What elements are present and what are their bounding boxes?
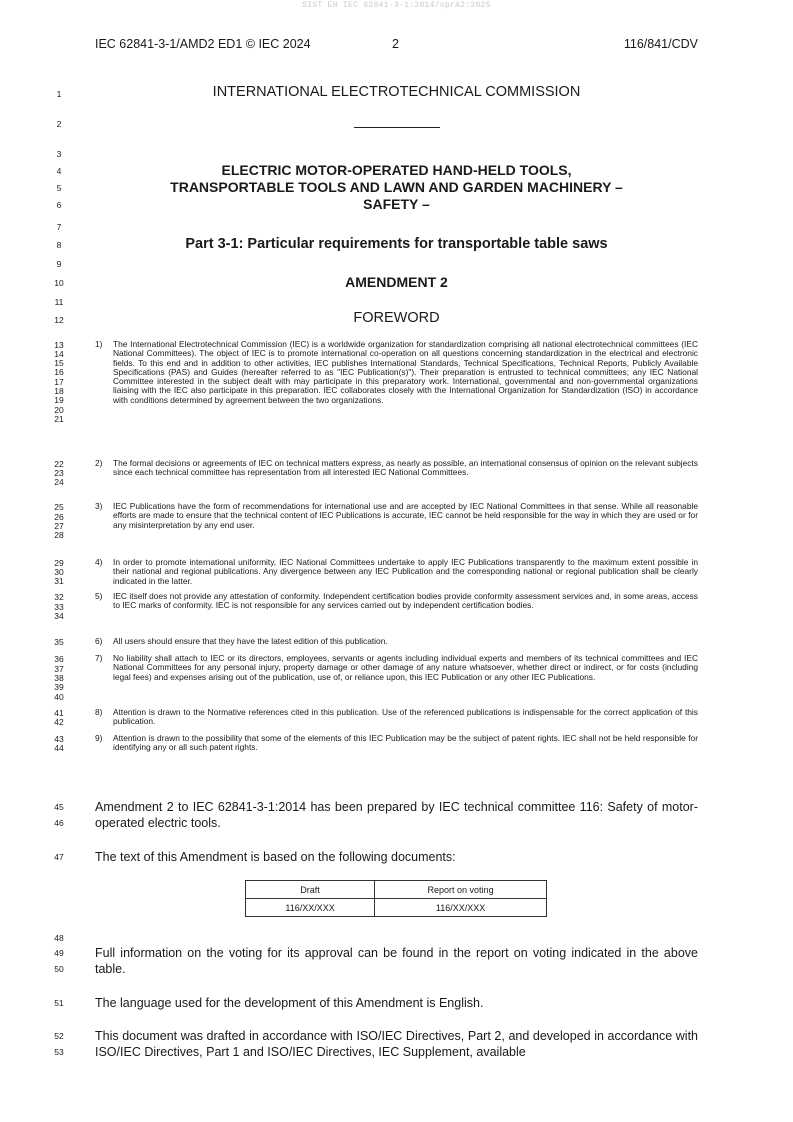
- line-number: 53: [54, 1047, 64, 1057]
- line-number: 9: [56, 259, 62, 269]
- line-number: 6: [56, 200, 62, 210]
- paragraph-drafted: This document was drafted in accordance with ISO/IEC Directives, Part 2, and developed in accordance with ISO/IEC Directives, Part 1 and ISO/IEC Directives, IEC Supplement, available: [95, 1029, 698, 1059]
- foreword-item-text: The International Electrotechnical Commission (IEC) is a worldwide organization for standardization comprising all national electrotechnical committees (IEC National Committees). The object of IEC is to promote international co-operation on all questions concerning standardization in the electrical and electronic fields. To this end and in addition to other activities, IEC publishes International Standards, Technical Specifications, Technical Reports, Publicly Available Specifications (PAS) and Guides (hereafter referred to as "IEC Publication(s)"). Their preparation is entrusted to technical committees; any IEC National Committee interested in the subject dealt with may participate in this preparatory work. International, governmental and non-governmental organizations liaising with the IEC also participate in this preparation. IEC collaborates closely with the International Organization for Standardization (ISO) in accordance with conditions determined by agreement between the two organizations.: [113, 339, 698, 405]
- line-number: 17: [54, 377, 64, 387]
- line-number: 4: [56, 166, 62, 176]
- line-number: 41: [54, 708, 64, 718]
- paragraph-voting-info: Full information on the voting for its approval can be found in the report on voting indicated in the above table.: [95, 946, 698, 976]
- document-title-line-1: ELECTRIC MOTOR-OPERATED HAND-HELD TOOLS,: [221, 162, 572, 178]
- table-header-cell: Report on voting: [375, 881, 547, 899]
- foreword-item-text: The formal decisions or agreements of IEC on technical matters express, as nearly as possible, an international consensus of opinion on the relevant subjects since each technical committee has representation from all interested IEC National Committees.: [113, 458, 698, 478]
- line-number: 15: [54, 358, 64, 368]
- table-header-cell: Draft: [246, 881, 375, 899]
- foreword-item-number: 3): [95, 501, 103, 511]
- table-row: [246, 899, 547, 917]
- document-title-line-3: SAFETY –: [363, 196, 430, 212]
- foreword-item-text: IEC Publications have the form of recommendations for international use and are accepted by IEC National Committees in that sense. While all reasonable efforts are made to ensure that the technical content of IEC Publications is accurate, IEC cannot be held responsible for the way in which they are used or for any misinterpretation by any end user.: [113, 501, 698, 530]
- header-page-number: 2: [392, 37, 399, 51]
- line-number: 42: [54, 717, 64, 727]
- foreword-heading: FOREWORD: [353, 310, 440, 326]
- foreword-item-number: 7): [95, 653, 103, 663]
- line-number: 14: [54, 349, 64, 359]
- foreword-item-number: 9): [95, 733, 103, 743]
- line-number: 29: [54, 558, 64, 568]
- foreword-item-text: IEC itself does not provide any attestation of conformity. Independent certification bodies provide conformity assessment services and, in some areas, access to IEC marks of conformity. IEC is not responsible for any services carried out by independent certification bodies.: [113, 591, 698, 611]
- line-number: 8: [56, 240, 62, 250]
- line-number: 35: [54, 637, 64, 647]
- line-number: 50: [54, 964, 64, 974]
- foreword-item-number: 1): [95, 339, 103, 349]
- part-title: Part 3-1: Particular requirements for transportable table saws: [185, 236, 608, 252]
- foreword-item-text: In order to promote international uniformity, IEC National Committees undertake to apply IEC Publications transparently to the maximum extent possible in their national and regional publications. Any divergence between any IEC Publication and the corresponding national or regional publication shall be clearly indicated in the latter.: [113, 557, 698, 586]
- table-cell: 116/XX/XXX: [375, 899, 547, 917]
- line-number: 52: [54, 1031, 64, 1041]
- line-number: 30: [54, 567, 64, 577]
- line-number: 3: [56, 149, 62, 159]
- line-number: 5: [56, 183, 62, 193]
- foreword-item-number: 2): [95, 458, 103, 468]
- foreword-item-text: Attention is drawn to the possibility that some of the elements of this IEC Publication may be the subject of patent rights. IEC shall not be held responsible for identifying any or all such patent rights.: [113, 733, 698, 753]
- amendment-title: AMENDMENT 2: [345, 274, 448, 290]
- foreword-item-text: No liability shall attach to IEC or its directors, employees, servants or agents including individual experts and members of its technical committees and IEC National Committees for any personal injury, property damage or other damage of any nature whatsoever, whether direct or indirect, or for costs (including legal fees) and expenses arising out of the publication, use of, or reliance upon, this IEC Publication or any other IEC Publications.: [113, 653, 698, 682]
- document-watermark: SIST EN IEC 62841-3-1:2014/oprA2:2025: [302, 1, 491, 10]
- table-header-row: [246, 881, 547, 899]
- paragraph-based-on-documents: The text of this Amendment is based on the following documents:: [95, 850, 456, 864]
- line-number: 28: [54, 530, 64, 540]
- line-number: 7: [56, 222, 62, 232]
- line-number: 38: [54, 673, 64, 683]
- line-number: 10: [54, 278, 64, 288]
- foreword-item-number: 5): [95, 591, 103, 601]
- foreword-item-text: All users should ensure that they have the latest edition of this publication.: [113, 636, 388, 646]
- line-number: 43: [54, 734, 64, 744]
- line-number: 22: [54, 459, 64, 469]
- line-number: 12: [54, 315, 64, 325]
- line-number: 2: [56, 119, 62, 129]
- foreword-item-number: 4): [95, 557, 103, 567]
- header-document-reference: IEC 62841-3-1/AMD2 ED1 © IEC 2024: [95, 37, 311, 51]
- line-number: 21: [54, 414, 64, 424]
- line-number: 34: [54, 611, 64, 621]
- paragraph-language: The language used for the development of this Amendment is English.: [95, 996, 484, 1010]
- line-number: 16: [54, 367, 64, 377]
- foreword-item-number: 6): [95, 636, 103, 646]
- line-number: 20: [54, 405, 64, 415]
- line-number: 33: [54, 602, 64, 612]
- organization-name: INTERNATIONAL ELECTROTECHNICAL COMMISSION: [212, 84, 581, 100]
- documents-table: [245, 880, 547, 917]
- line-number: 25: [54, 502, 64, 512]
- foreword-item-number: 8): [95, 707, 103, 717]
- line-number: 51: [54, 998, 64, 1008]
- paragraph-amendment-prepared: Amendment 2 to IEC 62841-3-1:2014 has been prepared by IEC technical committee 116: Safety of motor-operated electric tools.: [95, 800, 698, 830]
- document-title-line-2: TRANSPORTABLE TOOLS AND LAWN AND GARDEN MACHINERY –: [170, 179, 623, 195]
- line-number: 36: [54, 654, 64, 664]
- line-number: 48: [54, 933, 64, 943]
- title-separator-rule: [354, 127, 440, 128]
- line-number: 27: [54, 521, 64, 531]
- line-number: 19: [54, 395, 64, 405]
- line-number: 23: [54, 468, 64, 478]
- line-number: 13: [54, 340, 64, 350]
- line-number: 11: [54, 297, 64, 307]
- line-number: 46: [54, 818, 64, 828]
- table-cell: 116/XX/XXX: [246, 899, 375, 917]
- line-number: 39: [54, 682, 64, 692]
- foreword-item-text: Attention is drawn to the Normative references cited in this publication. Use of the referenced publications is indispensable for the correct application of this publication.: [113, 707, 698, 727]
- line-number: 24: [54, 477, 64, 487]
- line-number: 49: [54, 948, 64, 958]
- line-number: 44: [54, 743, 64, 753]
- line-number: 47: [54, 852, 64, 862]
- line-number: 18: [54, 386, 64, 396]
- line-number: 26: [54, 512, 64, 522]
- line-number: 32: [54, 592, 64, 602]
- line-number: 31: [54, 576, 64, 586]
- line-number: 45: [54, 802, 64, 812]
- line-number: 1: [56, 89, 62, 99]
- line-number: 40: [54, 692, 64, 702]
- line-number: 37: [54, 664, 64, 674]
- header-cdv-reference: 116/841/CDV: [623, 37, 698, 51]
